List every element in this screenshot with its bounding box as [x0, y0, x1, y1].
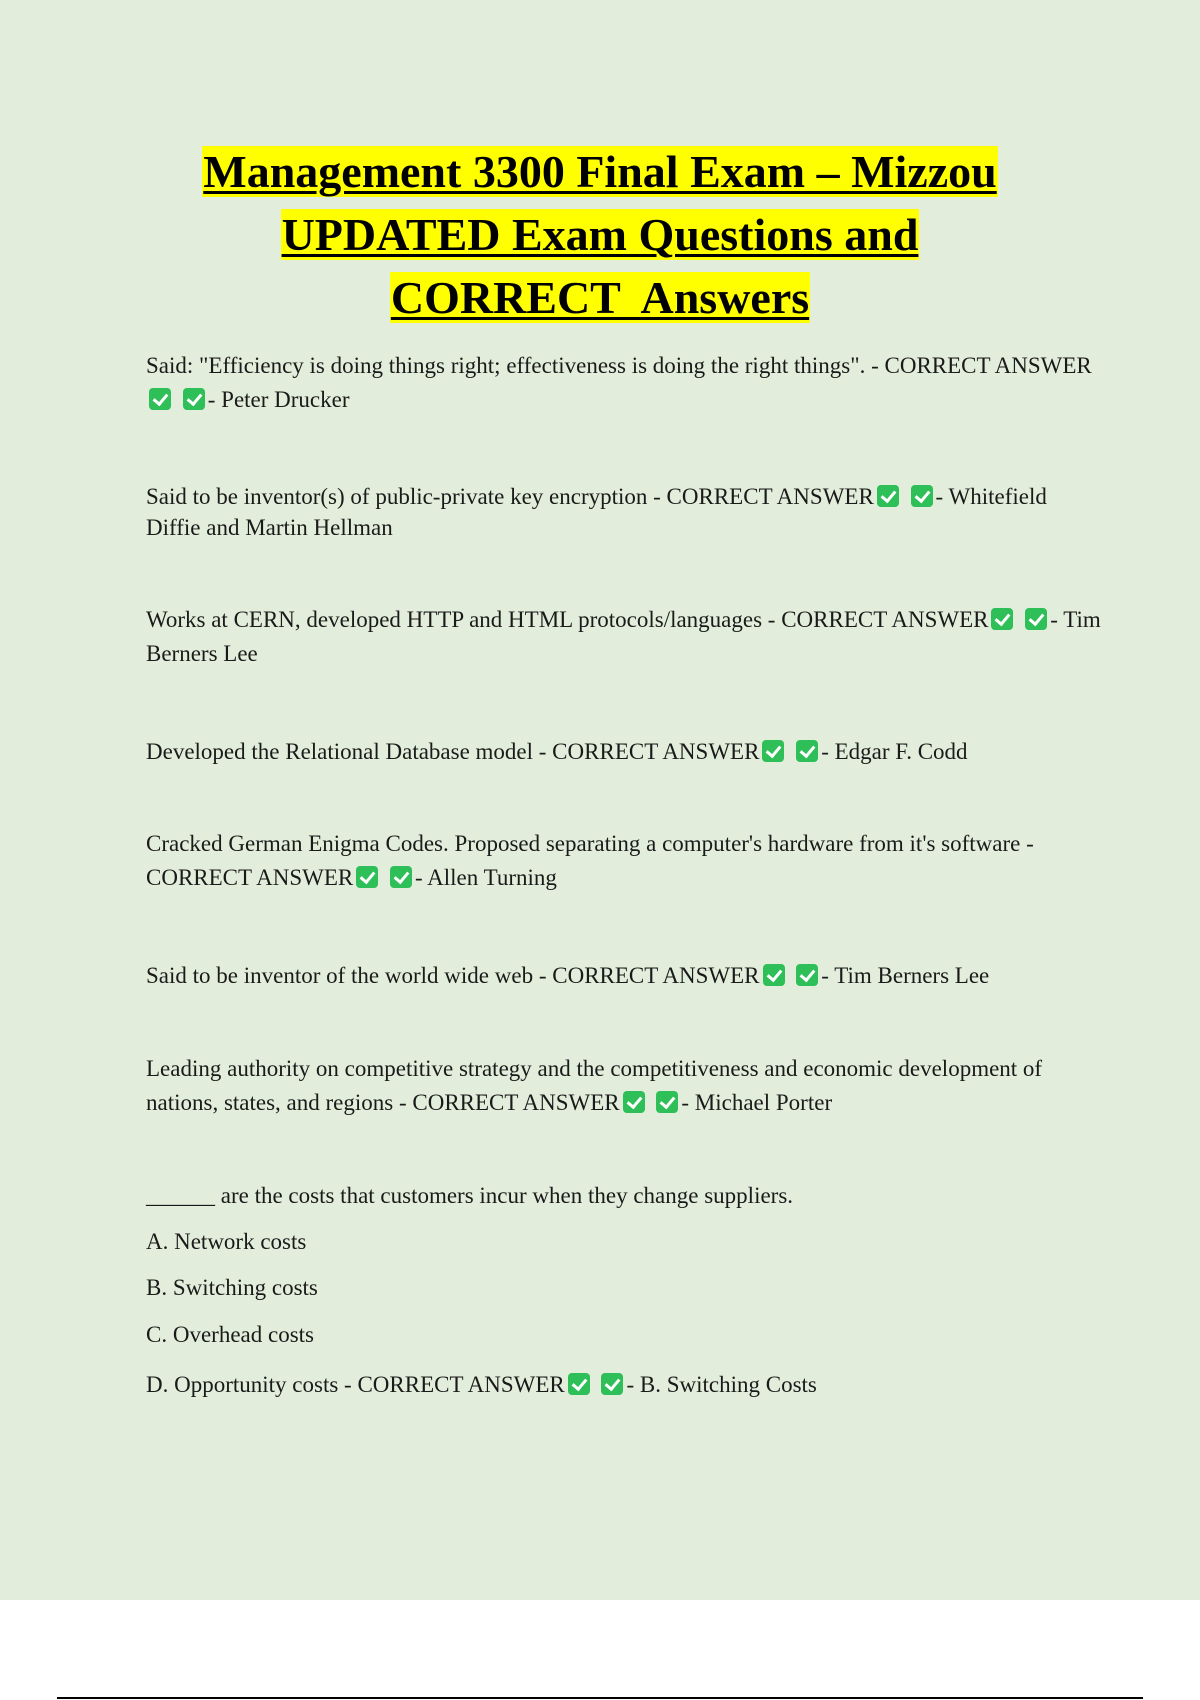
qa-item	[146, 959, 1106, 993]
qa-item	[146, 1052, 1106, 1120]
answer-text: - Edgar F. Codd	[821, 739, 968, 764]
green-check-mark-icon	[356, 866, 378, 888]
green-check-mark-icon	[796, 964, 818, 986]
answer-text: - Tim Berners Lee	[821, 963, 990, 988]
answer-text: - Peter Drucker	[207, 387, 350, 412]
mc-answer-text: - B. Switching Costs	[626, 1372, 817, 1397]
qa-item	[146, 827, 1106, 895]
question-text: Said to be inventor of the world wide web - CORRECT ANSWER	[146, 963, 760, 988]
title-line-1: Management 3300 Final Exam – Mizzou	[203, 146, 997, 197]
green-check-mark-icon	[623, 1091, 645, 1113]
qa-item	[146, 349, 1106, 417]
green-check-mark-icon	[877, 485, 899, 507]
green-check-mark-icon	[149, 388, 171, 410]
document-title	[0, 140, 1200, 329]
green-check-mark-icon	[656, 1091, 678, 1113]
green-check-mark-icon	[763, 964, 785, 986]
green-check-mark-icon	[183, 388, 205, 410]
mc-option-d: D. Opportunity costs - CORRECT ANSWER	[146, 1372, 565, 1397]
question-text: Cracked German Enigma Codes. Proposed separating a computer's hardware from it's software - CORRECT ANSWER	[146, 831, 1034, 890]
answer-text: - Whitefield Diffie and Martin Hellman	[146, 484, 1047, 540]
qa-item	[146, 481, 1106, 543]
green-check-mark-icon	[568, 1373, 590, 1395]
green-check-mark-icon	[796, 740, 818, 762]
mc-option-d-line	[146, 1370, 817, 1400]
qa-item	[146, 603, 1106, 671]
question-text: Works at CERN, developed HTTP and HTML protocols/languages - CORRECT ANSWER	[146, 607, 989, 632]
footer-divider	[57, 1697, 1143, 1699]
mc-question-stem: ______ are the costs that customers incur when they change suppliers.	[146, 1183, 794, 1208]
mc-option-b: B. Switching costs	[146, 1275, 318, 1300]
title-line-2: UPDATED Exam Questions and	[281, 209, 919, 260]
green-check-mark-icon	[911, 485, 933, 507]
answer-text: - Michael Porter	[681, 1090, 833, 1115]
green-check-mark-icon	[762, 740, 784, 762]
mc-option-c: C. Overhead costs	[146, 1322, 314, 1347]
green-check-mark-icon	[1025, 608, 1047, 630]
green-check-mark-icon	[991, 608, 1013, 630]
mc-option-a: A. Network costs	[146, 1229, 307, 1254]
question-text: Said: "Efficiency is doing things right; effectiveness is doing the right things". - CORRECT ANSWER	[146, 353, 1092, 378]
answer-text: - Allen Turning	[415, 865, 557, 890]
green-check-mark-icon	[601, 1373, 623, 1395]
answer-text: - Tim Berners Lee	[146, 607, 1101, 666]
title-line-3: CORRECT Answers	[390, 272, 810, 323]
green-check-mark-icon	[390, 866, 412, 888]
qa-item	[146, 735, 1106, 769]
question-text: Developed the Relational Database model - CORRECT ANSWER	[146, 739, 760, 764]
question-text: Leading authority on competitive strategy and the competitiveness and economic development of nations, states, and regions - CORRECT ANSWER	[146, 1056, 1043, 1115]
question-text: Said to be inventor(s) of public-private key encryption - CORRECT ANSWER	[146, 484, 874, 509]
